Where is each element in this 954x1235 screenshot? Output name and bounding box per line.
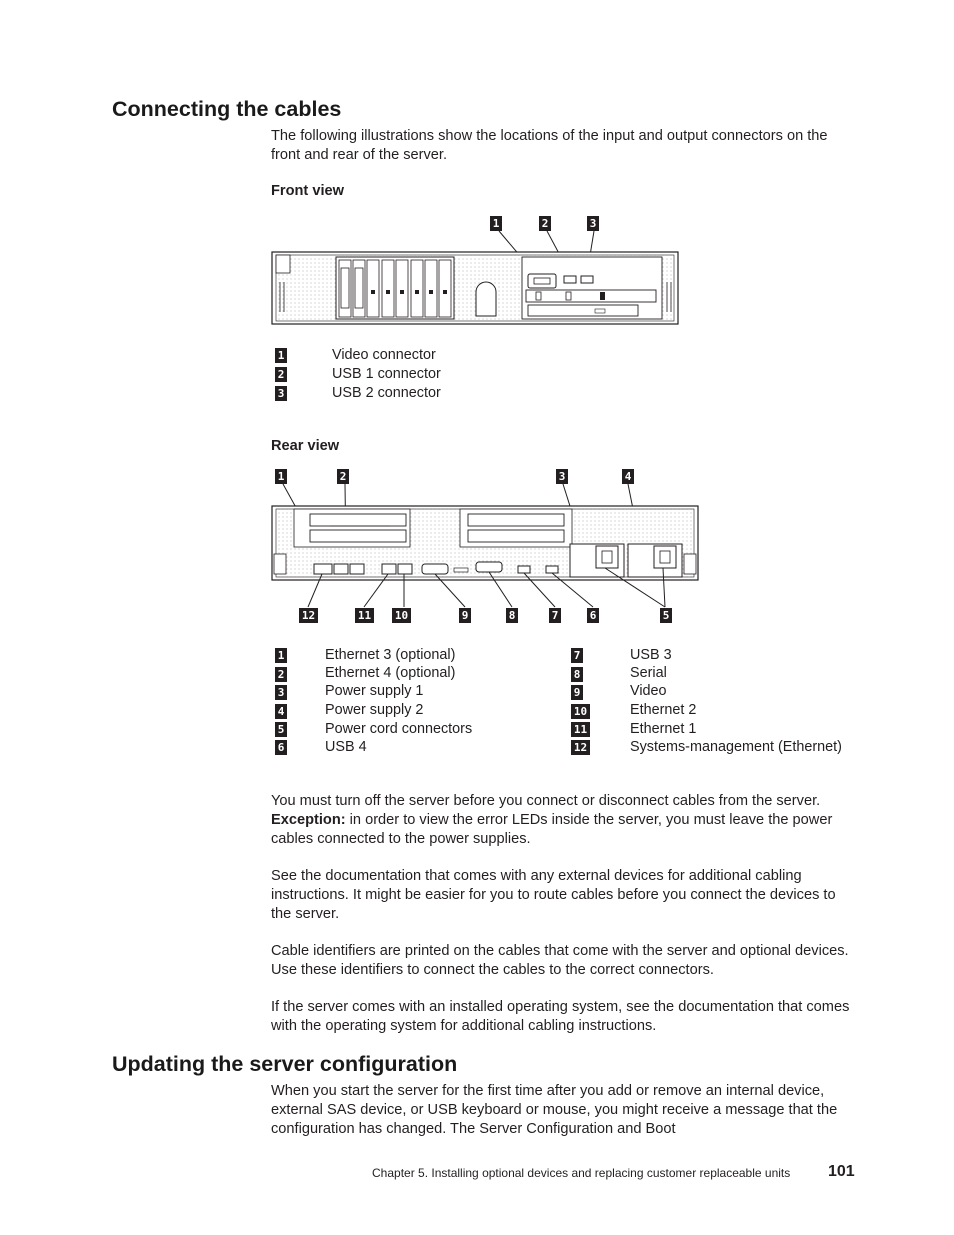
cable-identifiers-paragraph: Cable identifiers are printed on the cables that come with the server and optional devices. Use these identifiers to connect the cables to the correct connectors. xyxy=(271,943,849,978)
rear-legend-num-10: 10 xyxy=(571,704,590,719)
rear-callout-9: 9 xyxy=(459,608,471,623)
front-legend-label-3: USB 2 connector xyxy=(332,385,441,401)
rear-callout-3: 3 xyxy=(556,469,568,484)
front-legend-num-1: 1 xyxy=(275,348,287,363)
front-view-heading: Front view xyxy=(271,183,344,199)
intro-paragraph: The following illustrations show the locations of the input and output connectors on the front and rear of the server. xyxy=(271,128,828,163)
rear-view-heading: Rear view xyxy=(271,438,340,454)
rear-legend-num-11: 11 xyxy=(571,722,590,737)
front-callout-1: 1 xyxy=(490,216,502,231)
rear-callout-8: 8 xyxy=(506,608,518,623)
rear-callout-4: 4 xyxy=(622,469,634,484)
rear-legend-num-12: 12 xyxy=(571,740,590,755)
rear-legend-num-3: 3 xyxy=(275,685,287,700)
external-devices-paragraph: See the documentation that comes with any external devices for additional cabling instructions. It might be easier for you to route cables before you connect the devices to the server. xyxy=(271,868,836,922)
front-legend-label-2: USB 1 connector xyxy=(332,366,441,382)
rear-legend-num-8: 8 xyxy=(571,667,583,682)
front-legend-num-3: 3 xyxy=(275,386,287,401)
rear-legend-label-1: Ethernet 3 (optional) xyxy=(325,647,456,663)
rear-legend-label-6: USB 4 xyxy=(325,739,367,755)
front-callout-2: 2 xyxy=(539,216,551,231)
rear-callout-6: 6 xyxy=(587,608,599,623)
rear-legend-num-1: 1 xyxy=(275,648,287,663)
front-view-illustration xyxy=(270,230,682,326)
rear-legend-label-10: Ethernet 2 xyxy=(630,702,697,718)
power-off-text-start: You must turn off the server before you connect or disconnect cables from the server. xyxy=(271,793,821,809)
footer-chapter: Chapter 5. Installing optional devices and replacing customer replaceable units xyxy=(372,1166,791,1180)
section-title-updating-config: Updating the server configuration xyxy=(112,1052,458,1076)
rear-callout-1: 1 xyxy=(275,469,287,484)
exception-label: Exception: xyxy=(271,811,346,828)
rear-legend-label-2: Ethernet 4 (optional) xyxy=(325,665,456,681)
rear-legend-label-7: USB 3 xyxy=(630,647,672,663)
rear-legend-label-11: Ethernet 1 xyxy=(630,721,697,737)
rear-legend-label-9: Video xyxy=(630,683,667,699)
front-legend-label-1: Video connector xyxy=(332,347,436,363)
front-callout-3: 3 xyxy=(587,216,599,231)
rear-legend-label-4: Power supply 2 xyxy=(325,702,424,718)
front-legend-num-2: 2 xyxy=(275,367,287,382)
rear-legend-num-6: 6 xyxy=(275,740,287,755)
update-config-paragraph: When you start the server for the first time after you add or remove an internal device, external SAS device, or USB keyboard or mouse, you might receive a message that the configuration has changed. The Server Configuration and Boot xyxy=(271,1083,838,1137)
rear-legend-num-7: 7 xyxy=(571,648,583,663)
rear-view-illustration xyxy=(270,484,702,608)
rear-callout-7: 7 xyxy=(549,608,561,623)
rear-legend-num-4: 4 xyxy=(275,704,287,719)
rear-callout-2: 2 xyxy=(337,469,349,484)
rear-legend-label-5: Power cord connectors xyxy=(325,721,473,737)
rear-callout-5: 5 xyxy=(660,608,672,623)
section-title-connecting-cables: Connecting the cables xyxy=(112,97,342,121)
rear-legend-label-12: Systems-management (Ethernet) xyxy=(630,739,842,755)
rear-legend-num-2: 2 xyxy=(275,667,287,682)
power-off-text-end: in order to view the error LEDs inside the server, you must leave the power cables connected to the power supplies. xyxy=(271,811,833,847)
rear-legend-num-5: 5 xyxy=(275,722,287,737)
rear-legend-label-8: Serial xyxy=(630,665,667,681)
page-number: 101 xyxy=(828,1163,855,1180)
rear-callout-11: 11 xyxy=(355,608,374,623)
rear-callout-10: 10 xyxy=(392,608,411,623)
power-off-paragraph xyxy=(271,792,856,848)
rear-callout-12: 12 xyxy=(299,608,318,623)
rear-legend-num-9: 9 xyxy=(571,685,583,700)
rear-legend-label-3: Power supply 1 xyxy=(325,683,424,699)
operating-system-paragraph: If the server comes with an installed operating system, see the documentation that comes with the operating system for additional cabling instructions. xyxy=(271,999,850,1034)
